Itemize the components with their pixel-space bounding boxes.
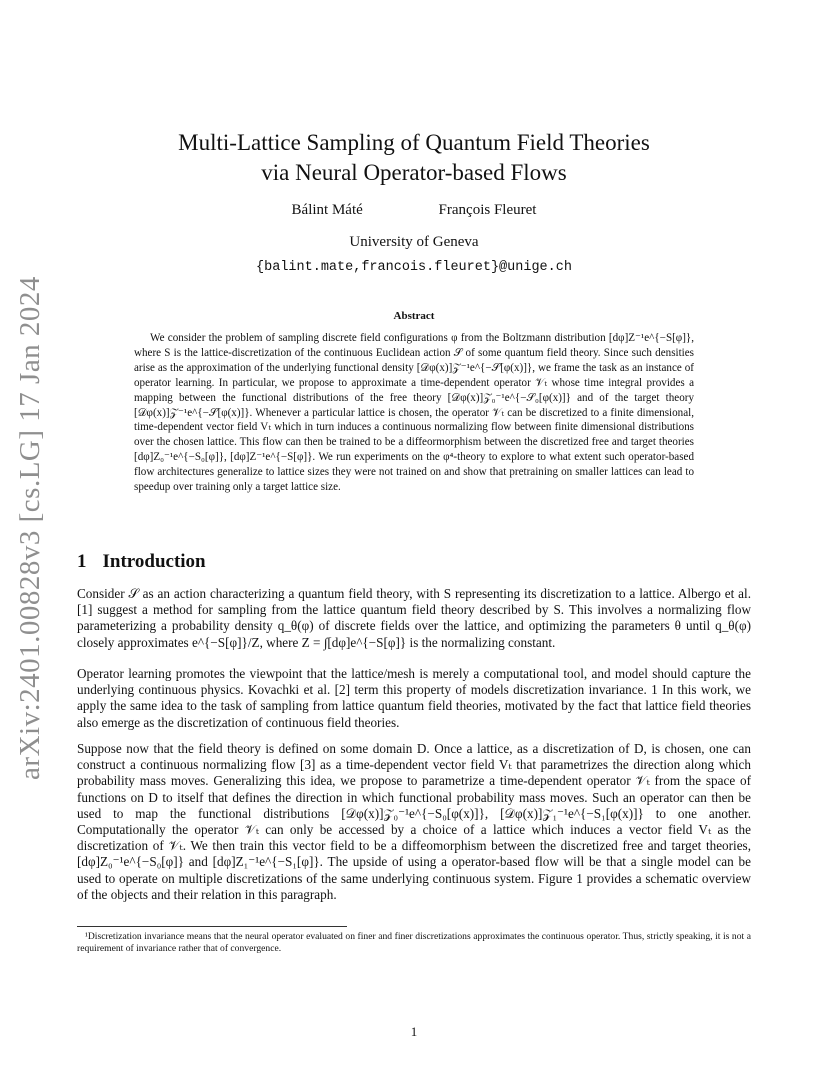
section-number: 1 xyxy=(77,551,87,572)
intro-paragraph-1: Consider 𝒮 as an action characterizing a quantum field theory, with S representing its discretization to a lattice. Albergo et al. [1] suggest a method for sampling from the lattice quantum field theory described by S. This involves a normalizing flow parameterizing a probability density q_θ(φ) of discrete fields over the lattice, and optimizing the parameters θ until q_θ(φ) closely approximates e^{−S[φ]}/Z, where Z = ∫[dφ]e^{−S[φ]} is the normalizing constant. xyxy=(77,586,751,650)
title-line-1: Multi-Lattice Sampling of Quantum Field Theories xyxy=(178,130,650,155)
section-heading xyxy=(77,551,206,573)
footnote-divider xyxy=(77,926,347,927)
intro-paragraph-2: Operator learning promotes the viewpoint that the lattice/mesh is merely a computational tool, and model should capture the underlying continuous physics. Kovachki et al. [2] term this property of models discretization invariance. 1 In this work, we apply the same idea to the task of sampling from lattice quantum field theories, motivated by the fact that lattice field theories also emerge as the discretization of continuous field theories. xyxy=(77,666,751,730)
abstract-heading: Abstract xyxy=(393,310,435,322)
section-title: Introduction xyxy=(102,551,206,572)
author-list xyxy=(0,202,828,219)
affiliation: University of Geneva xyxy=(349,234,479,250)
arxiv-identifier-stamp: arXiv:2401.00828v3 [cs.LG] 17 Jan 2024 xyxy=(14,276,46,780)
intro-paragraph-3: Suppose now that the field theory is defined on some domain D. Once a lattice, as a discretization of D, is chosen, one can construct a continuous normalizing flow [3] as a time-dependent vector field Vₜ that parametrizes the direction along which probability mass moves. Generalizing this idea, we propose to parametrize a time-dependent operator 𝒱ₜ from the space of functions on D to itself that defines the direction in which functional probability mass moves. Such an operator can then be used to map the functional distributions [𝒟φ(x)]𝒵₀⁻¹e^{−S₀[φ(x)]}, [𝒟φ(x)]𝒵₁⁻¹e^{−S₁[φ(x)]} to one another. Computationally the operator 𝒱ₜ can only be accessed by a choice of a lattice which induces a vector field Vₜ as the discretization of 𝒱ₜ. We then train this vector field to be a diffeomorphism between the discretized free and target theories, [dφ]Z₀⁻¹e^{−S₀[φ]} and [dφ]Z₁⁻¹e^{−S₁[φ]}. The upside of using a operator-based flow will be that a single model can be used to operate on multiple discretizations of the same underlying continuous system. Figure 1 provides a schematic overview of the objects and their relation in this paragraph. xyxy=(77,741,751,902)
title-line-2: via Neural Operator-based Flows xyxy=(261,160,567,185)
paper-title xyxy=(0,128,828,188)
author-email: {balint.mate,francois.fleuret}@unige.ch xyxy=(256,260,572,275)
footnote: ¹Discretization invariance means that the neural operator evaluated on finer and finer discretizations approximates the continuous operator. Thus, strictly speaking, it is not a requirement of invariance rather that of convergence. xyxy=(77,931,751,954)
author-name: Bálint Máté xyxy=(291,202,363,218)
page-number: 1 xyxy=(410,1024,418,1039)
author-name: François Fleuret xyxy=(438,202,537,218)
abstract-text: We consider the problem of sampling discrete field configurations φ from the Boltzmann distribution [dφ]Z⁻¹e^{−S[φ]}, where S is the lattice-discretization of the continuous Euclidean action 𝒮 of some quantum field theory. Since such densities arise as the approximation of the underlying functional density [𝒟φ(x)]𝒵⁻¹e^{−𝒮[φ(x)]}, we frame the task as an instance of operator learning. In particular, we propose to approximate a time-dependent operator 𝒱ₜ whose time integral provides a mapping between the functional distributions of the free theory [𝒟φ(x)]𝒵₀⁻¹e^{−𝒮₀[φ(x)]} and of the target theory [𝒟φ(x)]𝒵⁻¹e^{−𝒮[φ(x)]}. Whenever a particular lattice is chosen, the operator 𝒱ₜ can be discretized to a finite dimensional, time-dependent vector field Vₜ which in turn induces a continuous normalizing flow between finite dimensional distributions over the chosen lattice. This flow can then be trained to be a diffeormorphism between the discretized free and target theories [dφ]Z₀⁻¹e^{−S₀[φ]}, [dφ]Z⁻¹e^{−S[φ]}. We run experiments on the φ⁴-theory to explore to what extent such operator-based flow architectures generalize to lattice sizes they were not trained on and show that pretraining on smaller lattices can lead to speedup over training only a target lattice size. xyxy=(134,332,694,494)
